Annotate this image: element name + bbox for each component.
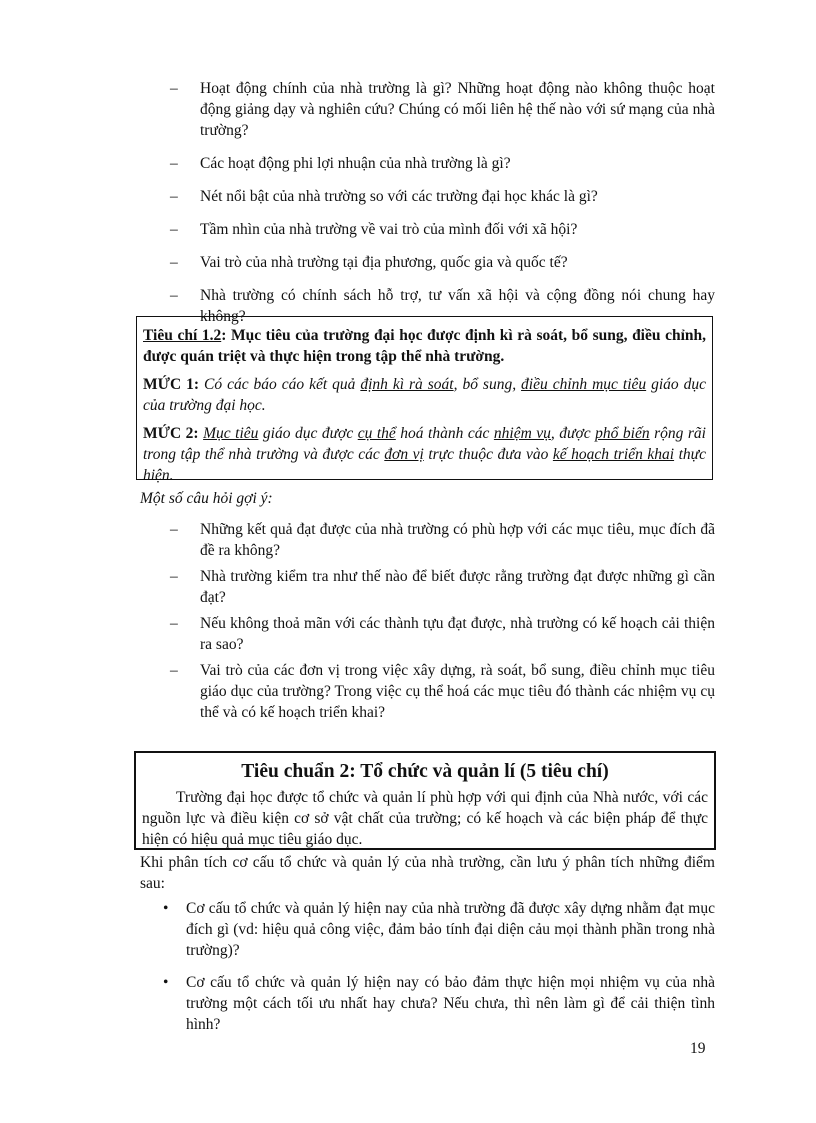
standard-title: Tiêu chuẩn 2: Tổ chức và quản lí (5 tiêu chí) <box>241 761 609 782</box>
dash-marker: – <box>170 662 178 679</box>
level-1 <box>143 374 706 416</box>
list-item <box>170 252 715 273</box>
dash-marker: – <box>170 615 178 632</box>
list-item <box>170 78 715 141</box>
dash-marker: – <box>170 521 178 538</box>
list-item <box>170 153 715 174</box>
list-item-text: Hoạt động chính của nhà trường là gì? Những hoạt động nào không thuộc hoạt động giảng dạy và nghiên cứu? Chúng có mối liên hệ thế nào với sứ mạng của nhà trường? <box>200 80 715 139</box>
dash-marker: – <box>170 287 178 304</box>
criterion-box <box>136 316 713 484</box>
level-1-label: MỨC 1: <box>143 376 200 393</box>
list-item-text: Cơ cấu tổ chức và quản lý hiện nay có bảo đảm thực hiện mọi nhiệm vụ của nhà trường một cách tối ưu nhất hay chưa? Nếu chưa, thì nên làm gì để cải thiện tình hình? <box>186 974 715 1033</box>
list-item <box>160 972 715 1035</box>
list-item <box>170 219 715 240</box>
level-1-text: Có các báo cáo kết quả định kì rà soát, bổ sung, điều chỉnh mục tiêu giáo dục của trường đại học. <box>143 376 707 414</box>
bullet-marker: • <box>163 900 169 917</box>
list-item <box>170 519 715 561</box>
list-item-text: Tầm nhìn của nhà trường về vai trò của mình đối với xã hội? <box>200 221 578 238</box>
criterion-label: Tiêu chí 1.2 <box>143 327 222 344</box>
list-item <box>170 186 715 207</box>
questions-list-1 <box>170 78 715 339</box>
list-item-text: Nhà trường có chính sách hỗ trợ, tư vấn xã hội và cộng đồng nói chung hay không? <box>200 287 715 325</box>
list-item <box>170 660 715 723</box>
list-item-text: Các hoạt động phi lợi nhuận của nhà trường là gì? <box>200 155 511 172</box>
bullet-list <box>160 898 715 1046</box>
list-item-text: Cơ cấu tổ chức và quản lý hiện nay của nhà trường đã được xây dựng nhằm đạt mục đích gì (vd: hiệu quả công việc, đảm bảo tính đại diện cảu mọi thành phần trong nhà trường)? <box>186 900 715 959</box>
list-item <box>170 613 715 655</box>
page-number: 19 <box>690 1040 706 1057</box>
list-item-text: Những kết quả đạt được của nhà trường có phù hợp với các mục tiêu, mục đích đã đề ra không? <box>200 521 715 559</box>
criterion-title: : Mục tiêu của trường đại học được định kì rà soát, bổ sung, điều chỉnh, được quán triệt và thực hiện trong tập thể nhà trường. <box>143 327 706 365</box>
level-2-text: Mục tiêu giáo dục được cụ thể hoá thành các nhiệm vụ, được phổ biến rộng rãi trong tập thể nhà trường và được các đơn vị trực thuộc đưa vào kế hoạch triển khai thực hiện. <box>143 425 706 484</box>
intro-paragraph: Khi phân tích cơ cấu tổ chức và quản lý của nhà trường, cần lưu ý phân tích những điểm sau: <box>140 854 715 892</box>
list-item-text: Vai trò của nhà trường tại địa phương, quốc gia và quốc tế? <box>200 254 568 271</box>
list-item-text: Nhà trường kiểm tra như thế nào để biết được rằng trường đạt được những gì cần đạt? <box>200 568 715 606</box>
list-item <box>160 898 715 961</box>
dash-marker: – <box>170 188 178 205</box>
list-item <box>170 566 715 608</box>
dash-marker: – <box>170 80 178 97</box>
hint-label: Một số câu hỏi gợi ý: <box>140 490 273 507</box>
list-item-text: Vai trò của các đơn vị trong việc xây dựng, rà soát, bổ sung, điều chỉnh mục tiêu giáo dục của trường? Trong việc cụ thể hoá các mục tiêu đó thành các nhiệm vụ cụ thể và có kế hoạch triển khai? <box>200 662 715 721</box>
bullet-marker: • <box>163 974 169 991</box>
level-2 <box>143 423 706 486</box>
dash-marker: – <box>170 254 178 271</box>
dash-marker: – <box>170 568 178 585</box>
standard-box <box>134 751 716 850</box>
dash-marker: – <box>170 221 178 238</box>
list-item-text: Nét nổi bật của nhà trường so với các trường đại học khác là gì? <box>200 188 598 205</box>
list-item-text: Nếu không thoả mãn với các thành tựu đạt được, nhà trường có kế hoạch cải thiện ra sao? <box>200 615 715 653</box>
criterion-heading <box>143 325 706 367</box>
standard-text: Trường đại học được tổ chức và quản lí phù hợp với qui định của Nhà nước, với các nguồn lực và điều kiện cơ sở vật chất của trường; có kế hoạch và các biện pháp để thực hiện có hiệu quả mục tiêu giáo dục. <box>142 789 708 848</box>
level-2-label: MỨC 2: <box>143 425 199 442</box>
questions-list-2 <box>170 519 715 728</box>
dash-marker: – <box>170 155 178 172</box>
